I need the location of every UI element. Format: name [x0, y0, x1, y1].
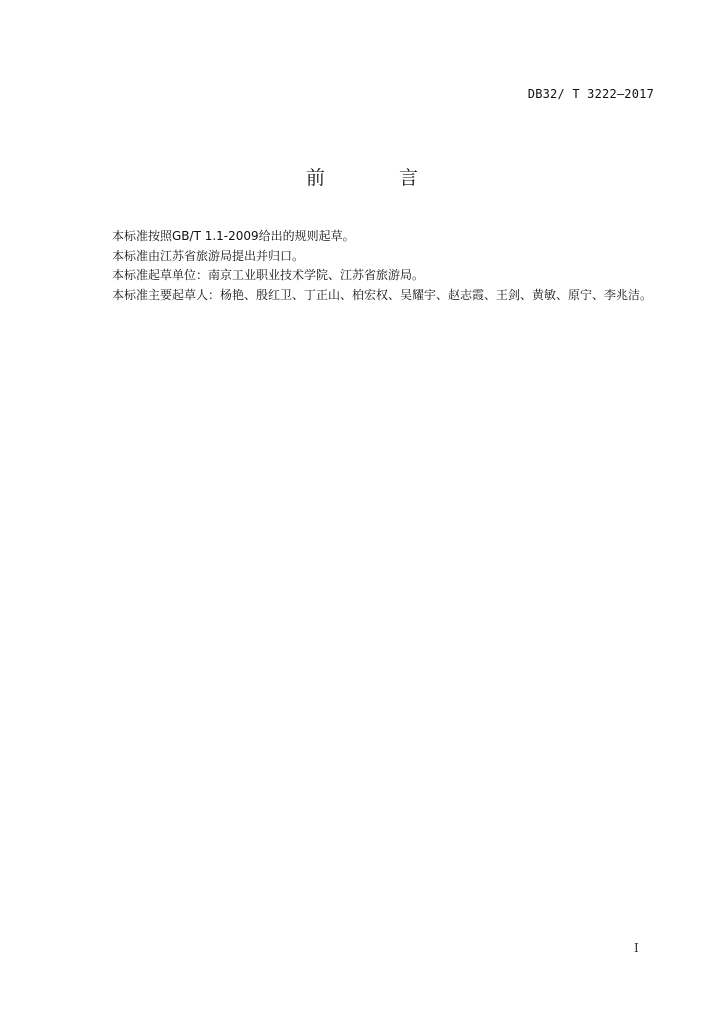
- page-title: 前 言: [305, 167, 453, 189]
- paragraph-drafting-rules: 本标准按照GB/T 1.1-2009给出的规则起草。: [112, 229, 355, 243]
- foreword-body: [88, 227, 659, 305]
- page-number: I: [634, 941, 639, 955]
- standard-number: DB32/ T 3222—2017: [527, 87, 654, 101]
- paragraph-drafting-units: 本标准起草单位：南京工业职业技术学院、江苏省旅游局。: [112, 268, 425, 282]
- paragraph-proposer: 本标准由江苏省旅游局提出并归口。: [112, 248, 305, 263]
- paragraph-drafters: 本标准主要起草人：杨艳、殷红卫、丁正山、柏宏权、吴耀宇、赵志霞、王剑、黄敏、原宁、李兆洁。: [112, 287, 653, 302]
